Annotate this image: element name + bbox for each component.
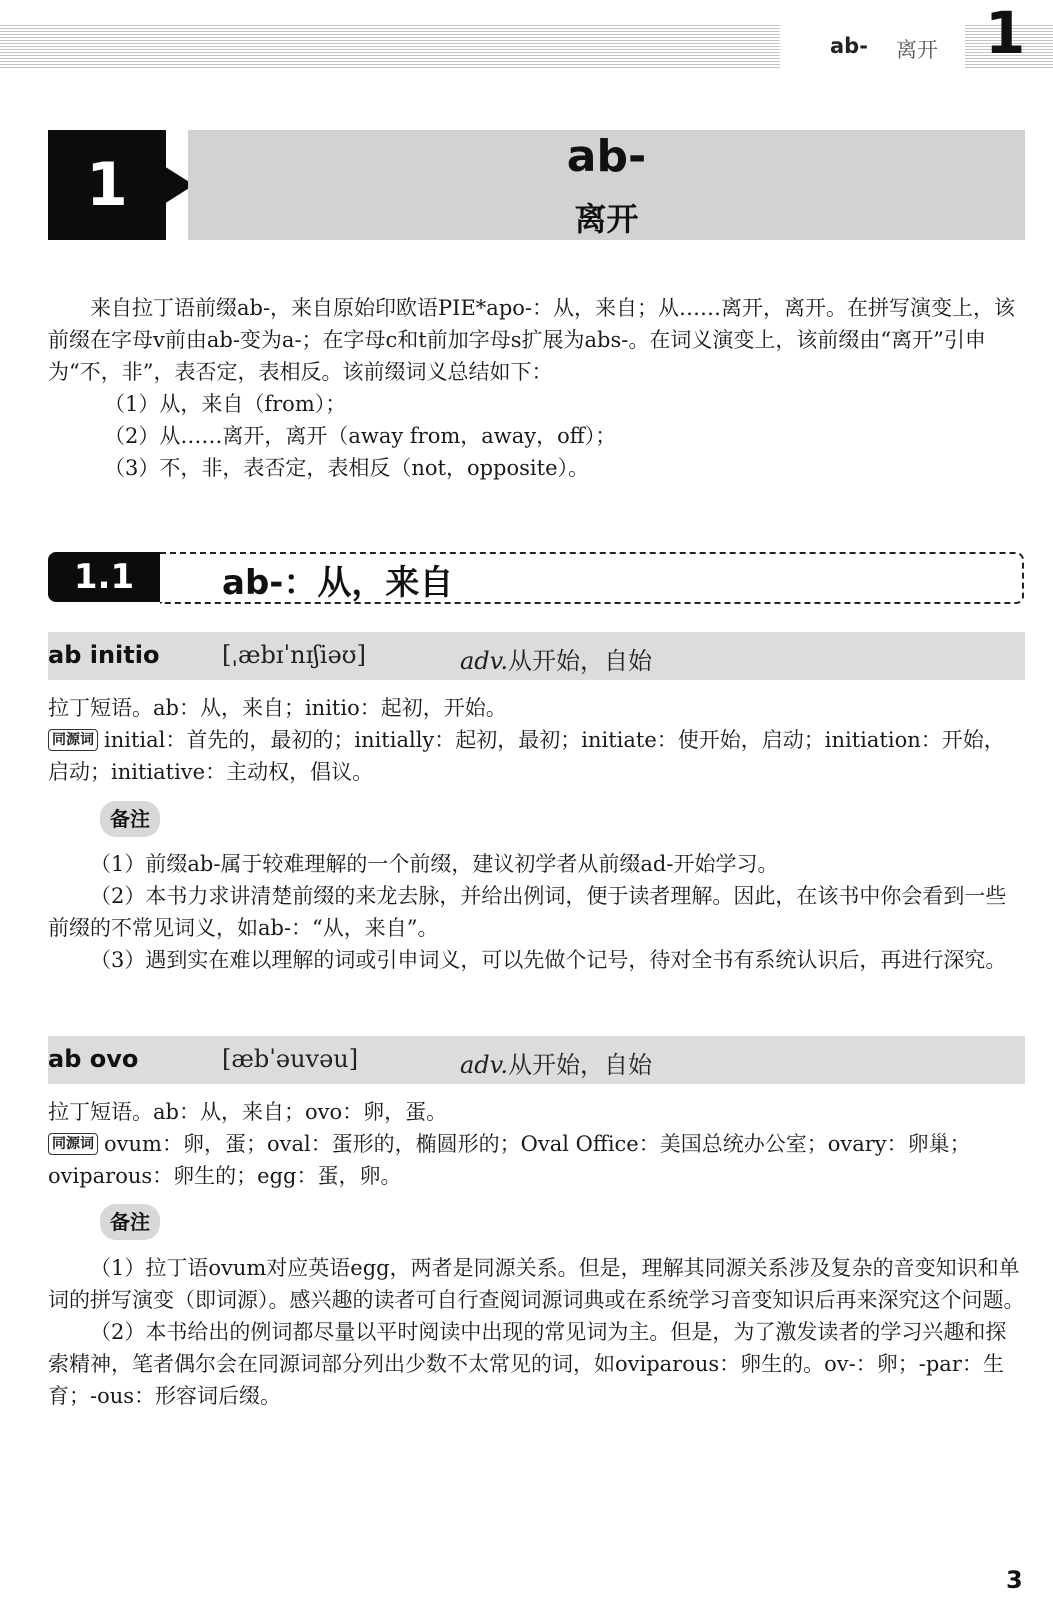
- intro-paragraph: 来自拉丁语前缀ab-，来自原始印欧语PIE*apo-：从，来自；从……离开，离开。在拼写演变上，该前缀在字母v前由ab-变为a-；在字母c和t前加字母s扩展为abs-。在词义演变上，该前缀由“离开”引申为“不，非”，表否定，表相反。该前缀词义总结如下：: [48, 296, 1016, 384]
- chapter-number: 1: [86, 150, 128, 220]
- note-item: （1）前缀ab-属于较难理解的一个前缀，建议初学者从前缀ad-开始学习。: [90, 852, 779, 876]
- entry-etymology: 拉丁短语。ab：从，来自；initio：起初，开始。: [48, 696, 507, 720]
- running-header-prefix: ab-: [830, 34, 868, 58]
- section-title: ab-：从，来自: [222, 563, 454, 603]
- intro-text: [48, 292, 1025, 484]
- intro-item: （2）从……离开，离开（away from，away，off）；: [104, 424, 617, 448]
- entry-notes: [48, 1252, 1025, 1412]
- page-number: 3: [1006, 1566, 1023, 1594]
- entry-definition: [460, 641, 652, 676]
- entry-meaning: 从开始，自始: [508, 647, 653, 675]
- cognate-tag: 同源词: [48, 1133, 98, 1155]
- entry-meaning: 从开始，自始: [508, 1051, 653, 1079]
- note-item: （3）遇到实在难以理解的词或引申词义，可以先做个记号，待对全书有系统认识后，再进行深究。: [90, 948, 1007, 972]
- entry-pronunciation: [ˌæbɪˈnɪʃiəʊ]: [222, 641, 366, 669]
- entry-pronunciation: [æbˈəuvəu]: [222, 1045, 359, 1073]
- entry-word: ab ovo: [48, 1045, 139, 1073]
- entry-cognates: initial：首先的，最初的；initially：起初，最初；initiate：使开始，启动；initiation：开始，启动；initiative：主动权，倡议。: [48, 728, 1005, 784]
- entry-word: ab initio: [48, 641, 160, 669]
- note-label: 备注: [100, 1204, 160, 1240]
- entry-etymology: 拉丁短语。ab：从，来自；ovo：卵，蛋。: [48, 1100, 448, 1124]
- section-number: 1.1: [73, 557, 135, 597]
- intro-item: （3）不，非，表否定，表相反（not，opposite）。: [104, 456, 589, 480]
- entry-cognates-block: [48, 1128, 1025, 1192]
- note-item: （2）本书给出的例词都尽量以平时阅读中出现的常见词为主。但是，为了激发读者的学习兴趣和探索精神，笔者偶尔会在同源词部分列出少数不太常见的词，如oviparous：卵生的。ov-：卵；-par：生育；-ous：形容词后缀。: [48, 1320, 1007, 1408]
- cognate-tag: 同源词: [48, 729, 98, 751]
- chapter-subtitle: 离开: [574, 200, 639, 238]
- note-item: （1）拉丁语ovum对应英语egg，两者是同源关系。但是，理解其同源关系涉及复杂的音变知识和单词的拼写演变（即词源）。感兴趣的读者可自行查阅词源词典或在系统学习音变知识后再来深究这个问题。: [48, 1256, 1025, 1312]
- entry-part-of-speech: adv.: [460, 647, 509, 675]
- entry-notes: [48, 848, 1025, 976]
- entry-definition: [460, 1045, 652, 1080]
- entry-cognates: ovum：卵，蛋；oval：蛋形的，椭圆形的；Oval Office：美国总统办公室；ovary：卵巢；oviparous：卵生的；egg：蛋，卵。: [48, 1132, 971, 1188]
- chapter-title: ab-: [566, 131, 647, 182]
- intro-item: （1）从，来自（from）；: [104, 392, 347, 416]
- note-item: （2）本书力求讲清楚前缀的来龙去脉，并给出例词，便于读者理解。因此，在该书中你会看到一些前缀的不常见词义，如ab-：“从，来自”。: [48, 884, 1007, 940]
- running-header-meaning: 离开: [896, 38, 938, 62]
- entry-cognates-block: [48, 724, 1025, 788]
- running-header-chapter-number: 1: [985, 0, 1026, 67]
- entry-part-of-speech: adv.: [460, 1051, 509, 1079]
- note-label: 备注: [100, 801, 160, 837]
